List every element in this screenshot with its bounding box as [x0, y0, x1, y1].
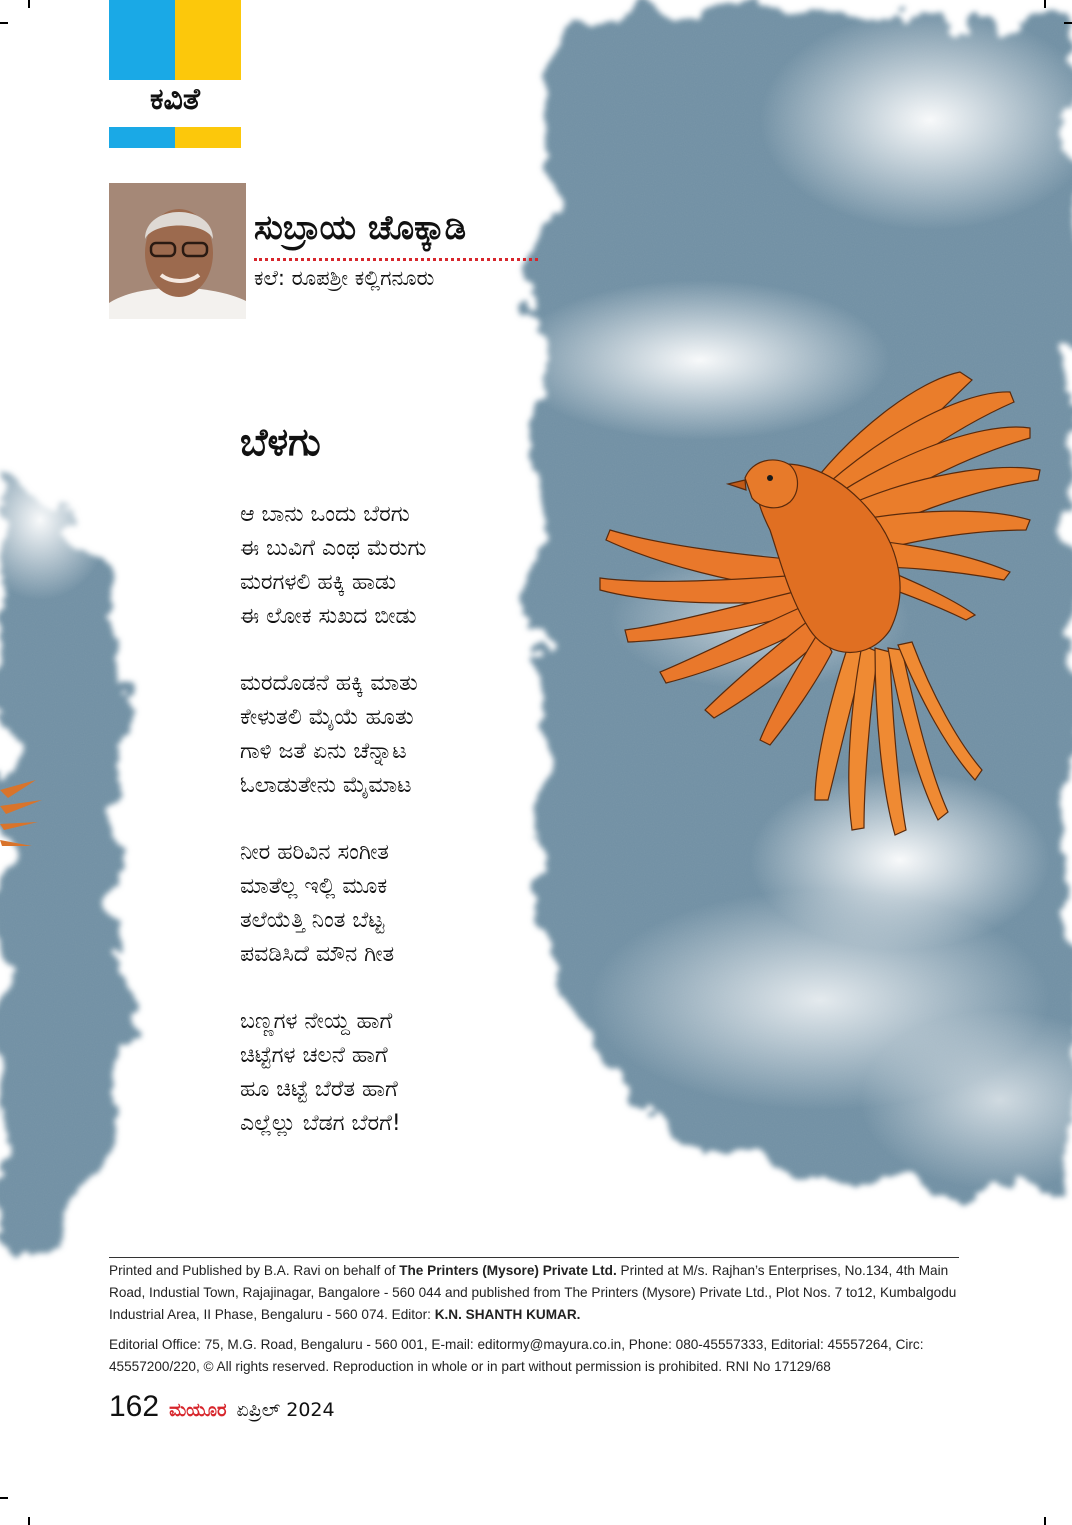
poem-line: ತಲೆಯೆತ್ತಿ ನಿಂತ ಬೆಟ್ಟ [240, 908, 385, 933]
poem-line: ಆ ಬಾನು ಒಂದು ಬೆರಗು [240, 502, 410, 527]
poem-line: ಪವಡಿಸಿದೆ ಮೌನ ಗೀತ [240, 942, 395, 967]
crop-mark [28, 0, 30, 8]
author-photo [109, 183, 246, 319]
author-name: ಸುಬ್ರಾಯ ಚೊಕ್ಕಾಡಿ [254, 208, 467, 248]
author-divider [254, 258, 538, 261]
poem-line: ಓಲಾಡುತೇನು ಮೈಮಾಟ [240, 773, 412, 798]
issue-date: ಏಪ್ರಿಲ್ 2024 [236, 1399, 335, 1421]
poem-title: ಬೆಳಗು [240, 420, 321, 464]
poem-line: ಚಿಟ್ಟೆಗಳ ಚಲನೆ ಹಾಗೆ [240, 1043, 388, 1068]
poem-stanza [240, 1005, 580, 1141]
imprint-editor: K.N. SHANTH KUMAR. [434, 1307, 581, 1322]
page-footer [109, 1390, 335, 1424]
imprint-text: Printed at M/s. Rajhan’s Enterprises, No.134, 4th Main Road, Industial Town, Rajajinagar, Bangalore - 560 044 and published from The Printers (Mysore) Private Ltd., Plot Nos. 7 to12, Kumbalgodu Industrial Area, II Phase, Bengaluru - 560 074. Editor: [109, 1263, 957, 1322]
publication-imprint [109, 1257, 959, 1378]
poem-line: ಎಲ್ಲೆಲ್ಲು ಬೆಡಗ ಬೆರಗೆ! [240, 1111, 401, 1136]
poem-line: ಮಾತೆಲ್ಲ ಇಲ್ಲಿ ಮೂಕ [240, 874, 388, 899]
poem-line: ಮರದೊಡನೆ ಹಕ್ಕಿ ಮಾತು [240, 671, 418, 696]
poem-stanza [240, 836, 580, 972]
imprint-printer-line [109, 1260, 959, 1326]
crop-mark [1044, 0, 1046, 8]
magazine-logo: ಮಯೂರ [169, 1400, 227, 1421]
art-credit: ಕಲೆ: ರೂಪಶ್ರೀ ಕಲ್ಲಿಗನೂರು [254, 266, 435, 290]
section-label: ಕವಿತೆ [150, 82, 200, 117]
poem-line: ಕೇಳುತಲಿ ಮೈಯೆ ಹೂತು [240, 705, 414, 730]
section-tag [109, 0, 241, 150]
imprint-publisher: The Printers (Mysore) Private Ltd. [399, 1263, 617, 1278]
poem-line: ನೀರ ಹರಿವಿನ ಸಂಗೀತ [240, 840, 389, 865]
page-number: 162 [109, 1390, 160, 1423]
crop-mark [28, 1517, 30, 1525]
poem-line: ಬಣ್ಣಗಳ ನೇಯ್ದ ಹಾಗೆ [240, 1009, 393, 1034]
crop-mark [0, 22, 8, 24]
poem-line: ಹೂ ಚಿಟ್ಟೆ ಬೆರೆತ ಹಾಗೆ [240, 1077, 398, 1102]
section-tag-color-block [109, 0, 241, 80]
crop-mark [1064, 22, 1072, 24]
crop-mark [1044, 1517, 1046, 1525]
poem-line: ಈ ಲೋಕ ಸುಖದ ಬೀಡು [240, 604, 417, 629]
poem-stanza [240, 667, 580, 803]
crop-mark [0, 1497, 8, 1499]
poem-body [240, 498, 580, 1174]
poem-stanza [240, 498, 580, 634]
poem-line: ಮರಗಳಲಿ ಹಕ್ಕಿ ಹಾಡು [240, 570, 397, 595]
poem-line: ಈ ಬುವಿಗೆ ಎಂಥ ಮೆರುಗು [240, 536, 427, 561]
imprint-office-line: Editorial Office: 75, M.G. Road, Bengaluru - 560 001, E-mail: editormy@mayura.co.in, Phone: 080-45557333, Editorial: 45557264, Circ: 45557200/220, © All rights reserved. Reproduction in whole or in part without permission is prohibited. RNI No 17129/68 [109, 1337, 924, 1374]
poem-line: ಗಾಳಿ ಜತೆ ಏನು ಚೆನ್ನಾಟ [240, 739, 407, 764]
imprint-text: Printed and Published by B.A. Ravi on behalf of [109, 1263, 400, 1278]
section-tag-underline [109, 127, 241, 148]
